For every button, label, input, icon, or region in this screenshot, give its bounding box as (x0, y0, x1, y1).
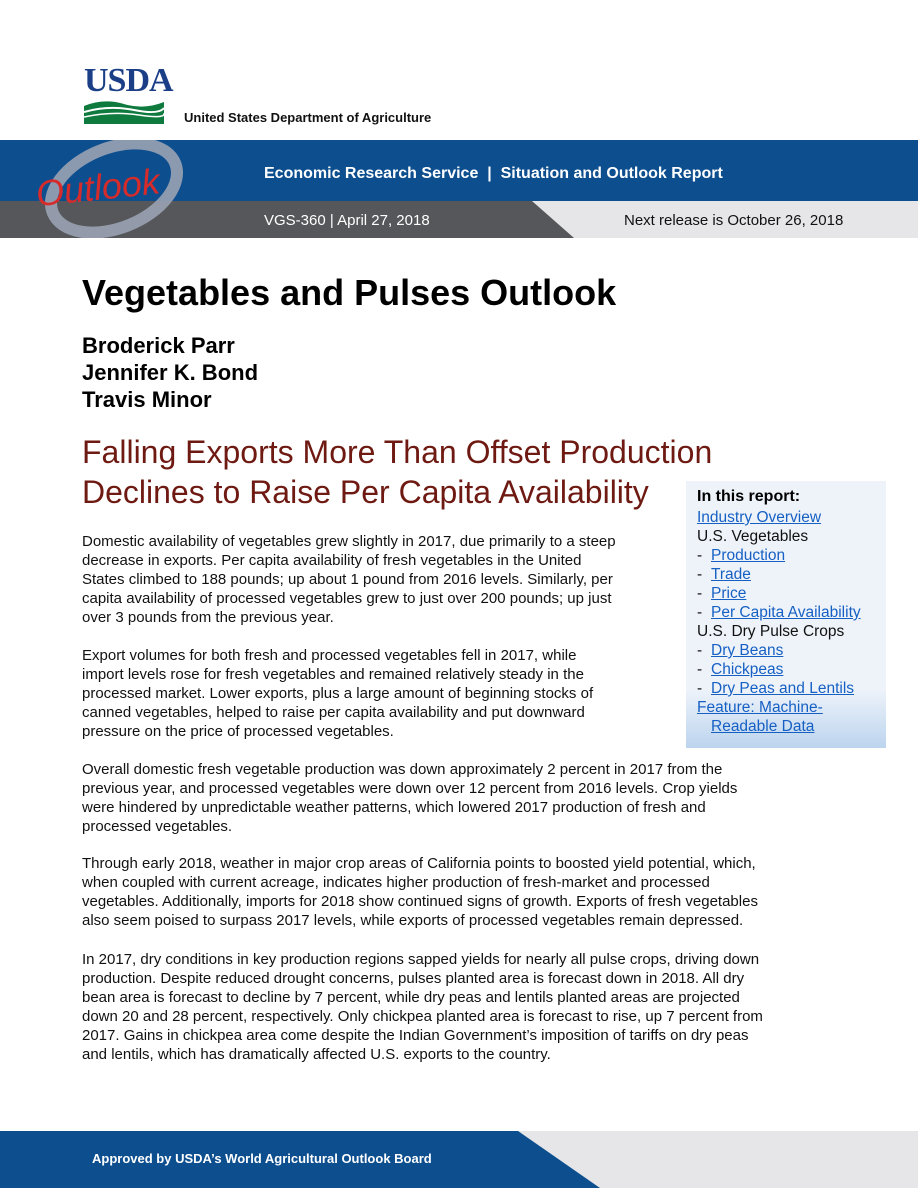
text-line: Through early 2018, weather in major crop areas of California points to boosted yield potential, which, (82, 855, 756, 872)
text-line: and lentils, which has dramatically affected U.S. exports to the country. (82, 1046, 551, 1063)
text-line: previous year, and processed vegetables were down over 12 percent from 2016 levels. Crop yields (82, 780, 738, 797)
usda-logo-text: USDA (84, 62, 173, 99)
text-line: decrease in exports. Per capita availability of fresh vegetables in the United (82, 552, 582, 569)
text-line: pressure on the price of processed vegetables. (82, 723, 394, 740)
text-line: States climbed to 188 pounds; up about 1 pound from 2016 levels. Similarly, per (82, 571, 613, 588)
outlook-logo-icon (26, 140, 186, 238)
text-line: bean area is forecast to decline by 7 percent, while dry peas and lentils planted areas are projected (82, 989, 740, 1006)
text-line: were hindered by unpredictable weather patterns, which lowered 2017 production of fresh and (82, 799, 706, 816)
text-line: Domestic availability of vegetables grew slightly in 2017, due primarily to a steep (82, 533, 616, 550)
text-line: down 20 and 28 percent, respectively. Only chickpea planted area is forecast to rise, up 7 percent from (82, 1008, 763, 1025)
text-line: Overall domestic fresh vegetable production was down approximately 2 percent in 2017 from the (82, 761, 723, 778)
section-us-vegetables: U.S. Vegetables (697, 528, 809, 545)
bullet-dash: - (697, 566, 703, 583)
text-line: processed vegetables. (82, 818, 233, 835)
text-line: Export volumes for both fresh and processed vegetables fell in 2017, while (82, 647, 577, 664)
body-paragraph (82, 760, 852, 836)
usda-hills-icon (84, 96, 164, 124)
in-this-report-title: In this report: (697, 488, 801, 505)
text-line: canned vegetables, helped to raise per capita availability and put downward (82, 704, 585, 721)
text-line: when coupled with current acreage, indicates higher production of fresh-market and processed (82, 874, 710, 891)
author-name: Jennifer K. Bond (82, 360, 259, 385)
link-dry-peas-and-lentils[interactable]: Dry Peas and Lentils (711, 680, 855, 697)
footer-approval: Approved by USDA’s World Agricultural Outlook Board (92, 1151, 432, 1166)
link-chickpeas[interactable]: Chickpeas (711, 661, 784, 678)
bullet-dash: - (697, 585, 703, 602)
body-paragraph (82, 950, 852, 1064)
section-us-dry-pulse-crops: U.S. Dry Pulse Crops (697, 623, 845, 640)
bullet-dash: - (697, 680, 703, 697)
text-line: also seem poised to surpass 2017 levels, while exports of processed vegetables remain depressed. (82, 912, 744, 929)
link-dry-beans[interactable]: Dry Beans (711, 642, 784, 659)
link-industry-overview[interactable]: Industry Overview (697, 509, 822, 526)
bullet-dash: - (697, 547, 703, 564)
usda-logo (84, 62, 173, 124)
text-line: 2017. Gains in chickpea area come despite the Indian Government’s imposition of tariffs on dry peas (82, 1027, 749, 1044)
link-trade[interactable]: Trade (711, 566, 751, 583)
text-line: import levels rose for fresh vegetables and remained relatively steady in the (82, 666, 584, 683)
bullet-dash: - (697, 604, 703, 621)
link-feature-machine-readable-data[interactable]: Feature: Machine- (697, 699, 823, 716)
text-line: production. Despite reduced drought concerns, pulses planted area is forecast down in 2018. All dry (82, 970, 745, 987)
report-id-date: VGS-360 | April 27, 2018 (264, 212, 430, 229)
link-price[interactable]: Price (711, 585, 747, 602)
link-feature-machine-readable-data[interactable]: Readable Data (711, 718, 815, 735)
link-per-capita-availability[interactable]: Per Capita Availability (711, 604, 861, 621)
next-release: Next release is October 26, 2018 (624, 212, 844, 229)
text-line: capita availability of processed vegetables grew to just over 200 pounds; up just (82, 590, 612, 607)
department-name: United States Department of Agriculture (184, 110, 432, 125)
in-this-report-box (686, 481, 886, 748)
subtitle-line: Declines to Raise Per Capita Availability (82, 474, 649, 510)
author-name: Broderick Parr (82, 333, 235, 358)
outlook-logo-text: Outlook (33, 160, 162, 215)
bullet-dash: - (697, 661, 703, 678)
body-paragraph (82, 646, 682, 741)
text-line: vegetables. Additionally, imports for 2018 show continued signs of growth. Exports of fresh vegetables (82, 893, 758, 910)
text-line: In 2017, dry conditions in key production regions sapped yields for nearly all pulse crops, driving down (82, 951, 760, 968)
author-name: Travis Minor (82, 387, 212, 412)
subtitle-line: Falling Exports More Than Offset Production (82, 434, 713, 470)
text-line: over 3 pounds from the previous year. (82, 609, 334, 626)
body-paragraph (82, 532, 682, 627)
service-line: Economic Research Service | Situation and Outlook Report (264, 165, 723, 182)
author-list (82, 332, 258, 413)
body-paragraph (82, 854, 852, 930)
page-title: Vegetables and Pulses Outlook (82, 272, 617, 313)
link-production[interactable]: Production (711, 547, 786, 564)
bullet-dash: - (697, 642, 703, 659)
text-line: processed market. Lower exports, plus a large amount of beginning stocks of (82, 685, 594, 702)
report-subtitle (82, 432, 762, 512)
